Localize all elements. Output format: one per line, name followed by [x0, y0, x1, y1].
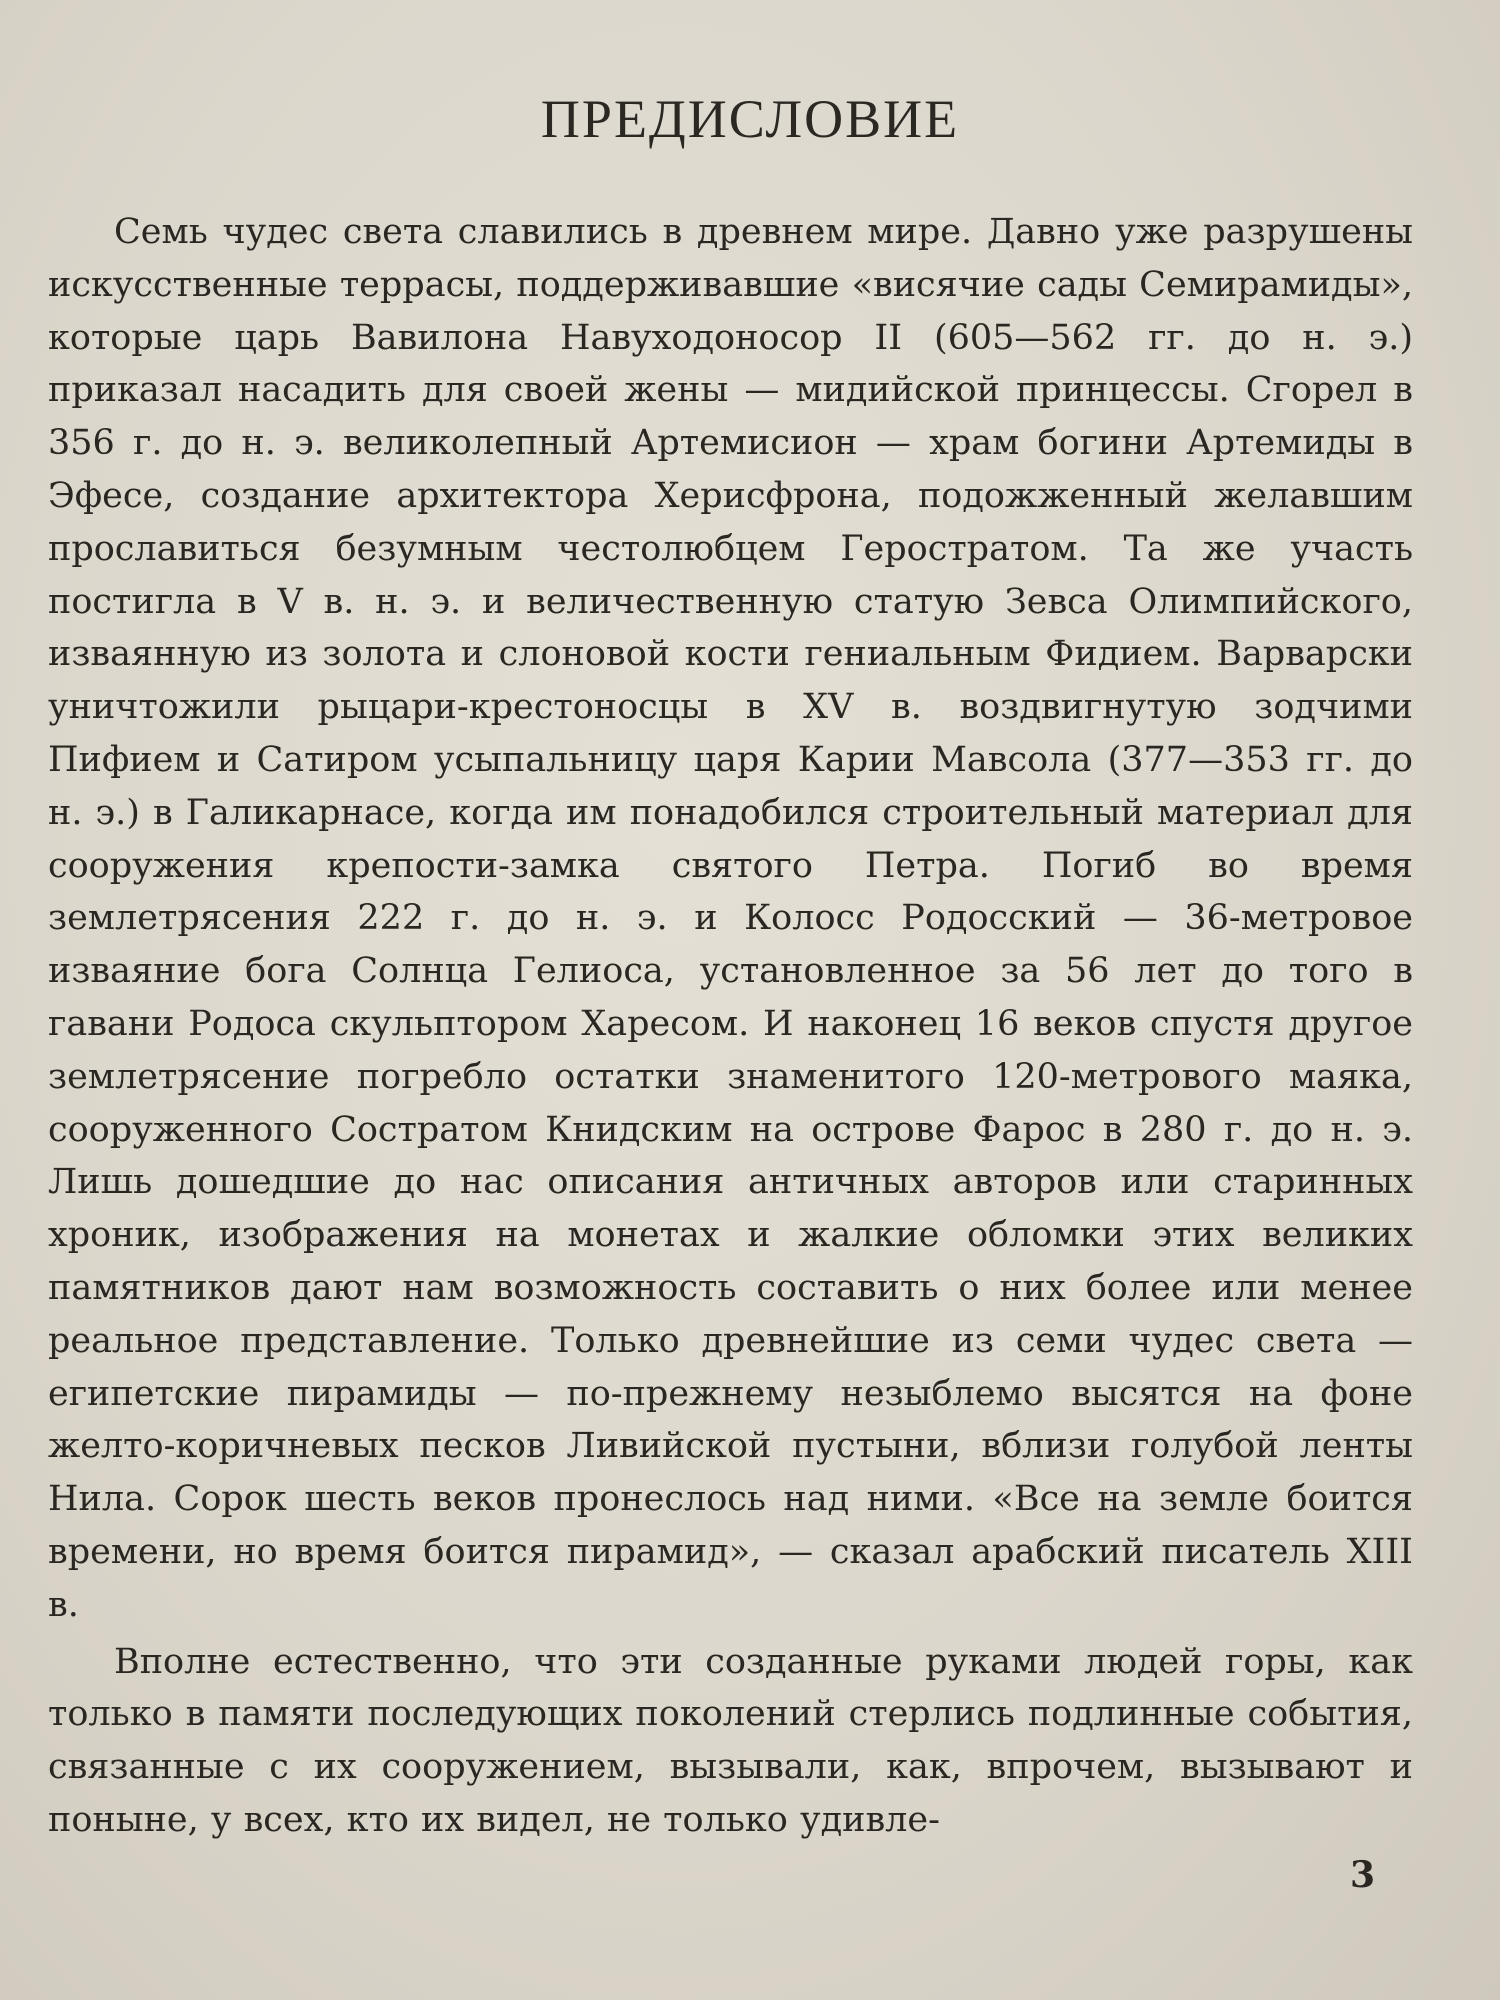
paragraph-2: Вполне естественно, что эти созданные руками людей горы, как только в памяти последующих поколений стерлись подлинные события, связанные с их сооружением, вызывали, как, впрочем, вызывают и поныне, у всех, кто их видел, не только удивле-: [48, 1641, 1413, 1840]
paragraph-1: Семь чудес света славились в древнем мире. Давно уже разрушены искусственные террасы, поддерживавшие «висячие сады Семирамиды», которые царь Вавилона Навуходоносор II (605—562 гг. до н. э.) приказал насадить для своей жены — мидийской принцессы. Сгорел в 356 г. до н. э. великолепный Артемисион — храм богини Артемиды в Эфесе, создание архитектора Херисфрона, подожженный желавшим прославиться безумным честолюбцем Геростратом. Та же участь постигла в V в. н. э. и величественную статую Зевса Олимпийского, изваянную из золота и слоновой кости гениальным Фидием. Варварски уничтожили рыцари-крестоносцы в XV в. воздвигнутую зодчими Пифием и Сатиром усыпальницу царя Карии Мавсола (377—353 гг. до н. э.) в Галикарнасе, когда им понадобился строительный материал для сооружения крепости-замка святого Петра. Погиб во время землетрясения 222 г. до н. э. и Колосс Родосский — 36-метровое изваяние бога Солнца Гелиоса, установленное за 56 лет до того в гавани Родоса скульптором Харесом. И наконец 16 веков спустя другое землетрясение погребло остатки знаменитого 120-метрового маяка, сооруженного Состратом Книдским на острове Фарос в 280 г. до н. э. Лишь дошедшие до нас описания античных авторов или старинных хроник, изображения на монетах и жалкие обломки этих великих памятников дают нам возможность составить о них более или менее реальное представление. Только древнейшие из семи чудес света — египетские пирамиды — по-прежнему незыблемо высятся на фоне желто-коричневых песков Ливийской пустыни, вблизи голубой ленты Нила. Сорок шесть веков пронеслось над ними. «Все на земле боится времени, но время боится пирамид», — сказал арабский писатель XIII в.: [48, 212, 1413, 1625]
page-title: ПРЕДИСЛОВИЕ: [540, 89, 960, 149]
page-number: 3: [1350, 1854, 1376, 1896]
body-text: [48, 206, 1413, 1847]
